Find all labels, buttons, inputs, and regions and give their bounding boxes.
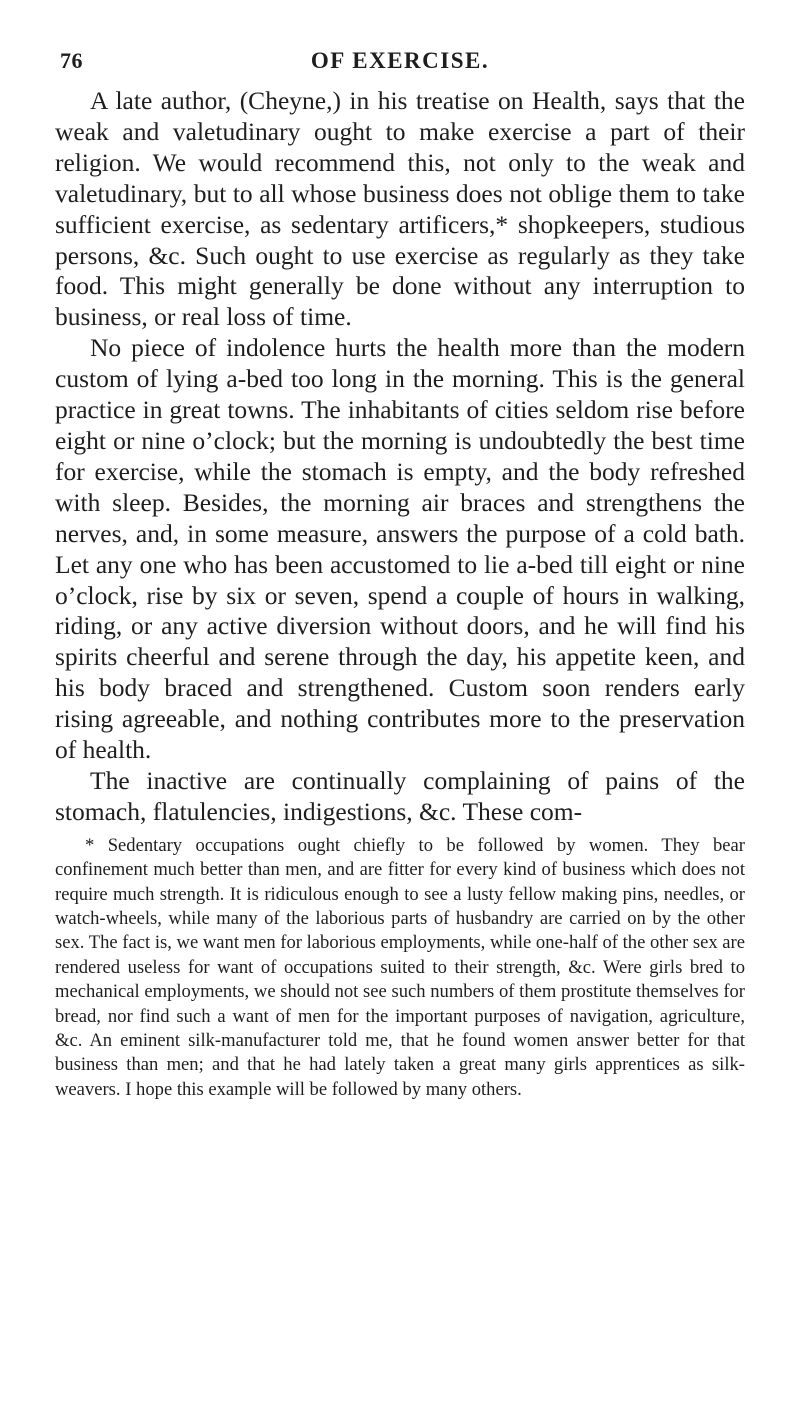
- running-title: OF EXERCISE.: [310, 48, 490, 73]
- paragraph-lying-abed: No piece of indolence hurts the health more than the modern custom of lying a-bed too long in the morning. This is the general practice in great towns. The inhabitants of cities seldom rise before eight or nine o’clock; but the morning is undoubtedly the best time for exercise, while the stomach is empty, and the body refreshed with sleep. Besides, the morning air braces and strengthens the nerves, and, in some measure, answers the purpose of a cold bath. Let any one who has been accustomed to lie a-bed till eight or nine o’clock, rise by six or seven, spend a couple of hours in walking, riding, or any active diversion without doors, and he will find his spirits cheerful and serene through the day, his appetite keen, and his body braced and strengthened. Custom soon renders early rising agreeable, and nothing contributes more to the preservation of health.: [55, 333, 745, 765]
- running-head: [55, 0, 745, 86]
- paragraph-cheyne: A late author, (Cheyne,) in his treatise on Health, says that the weak and valetudinary ought to make exercise a part of their religion. We would recommend this, not only to the weak and valetudinary, but to all whose business does not oblige them to take sufficient exercise, as sedentary artificers,* shopkeepers, studious persons, &c. Such ought to use exercise as regularly as they take food. This might generally be done without any interruption to business, or real loss of time.: [55, 86, 745, 332]
- page-number: 76: [60, 48, 83, 73]
- paragraph-inactive: The inactive are continually complaining of pains of the stomach, flatulencies, indigestions, &c. These com-: [55, 765, 745, 826]
- footnote: * Sedentary occupations ought chiefly to be followed by women. They bear confinement much better than men, and are fitter for every kind of business which does not require much strength. It is ridiculous enough to see a lusty fellow making pins, needles, or watch-wheels, while many of the laborious parts of husbandry are carried on by the other sex. The fact is, we want men for laborious employments, while one-half of the other sex are rendered useless for want of occupations suited to their strength, &c. Were girls bred to mechanical employments, we should not see such numbers of them prostitute themselves for bread, nor find such a want of men for the important purposes of navigation, agriculture, &c. An eminent silk-manufacturer told me, that he found women answer better for that business than men; and that he had lately taken a great many girls apprentices as silk-weavers. I hope this example will be followed by many others.: [55, 834, 745, 1100]
- main-text: [55, 86, 745, 828]
- book-page: [55, 0, 745, 1414]
